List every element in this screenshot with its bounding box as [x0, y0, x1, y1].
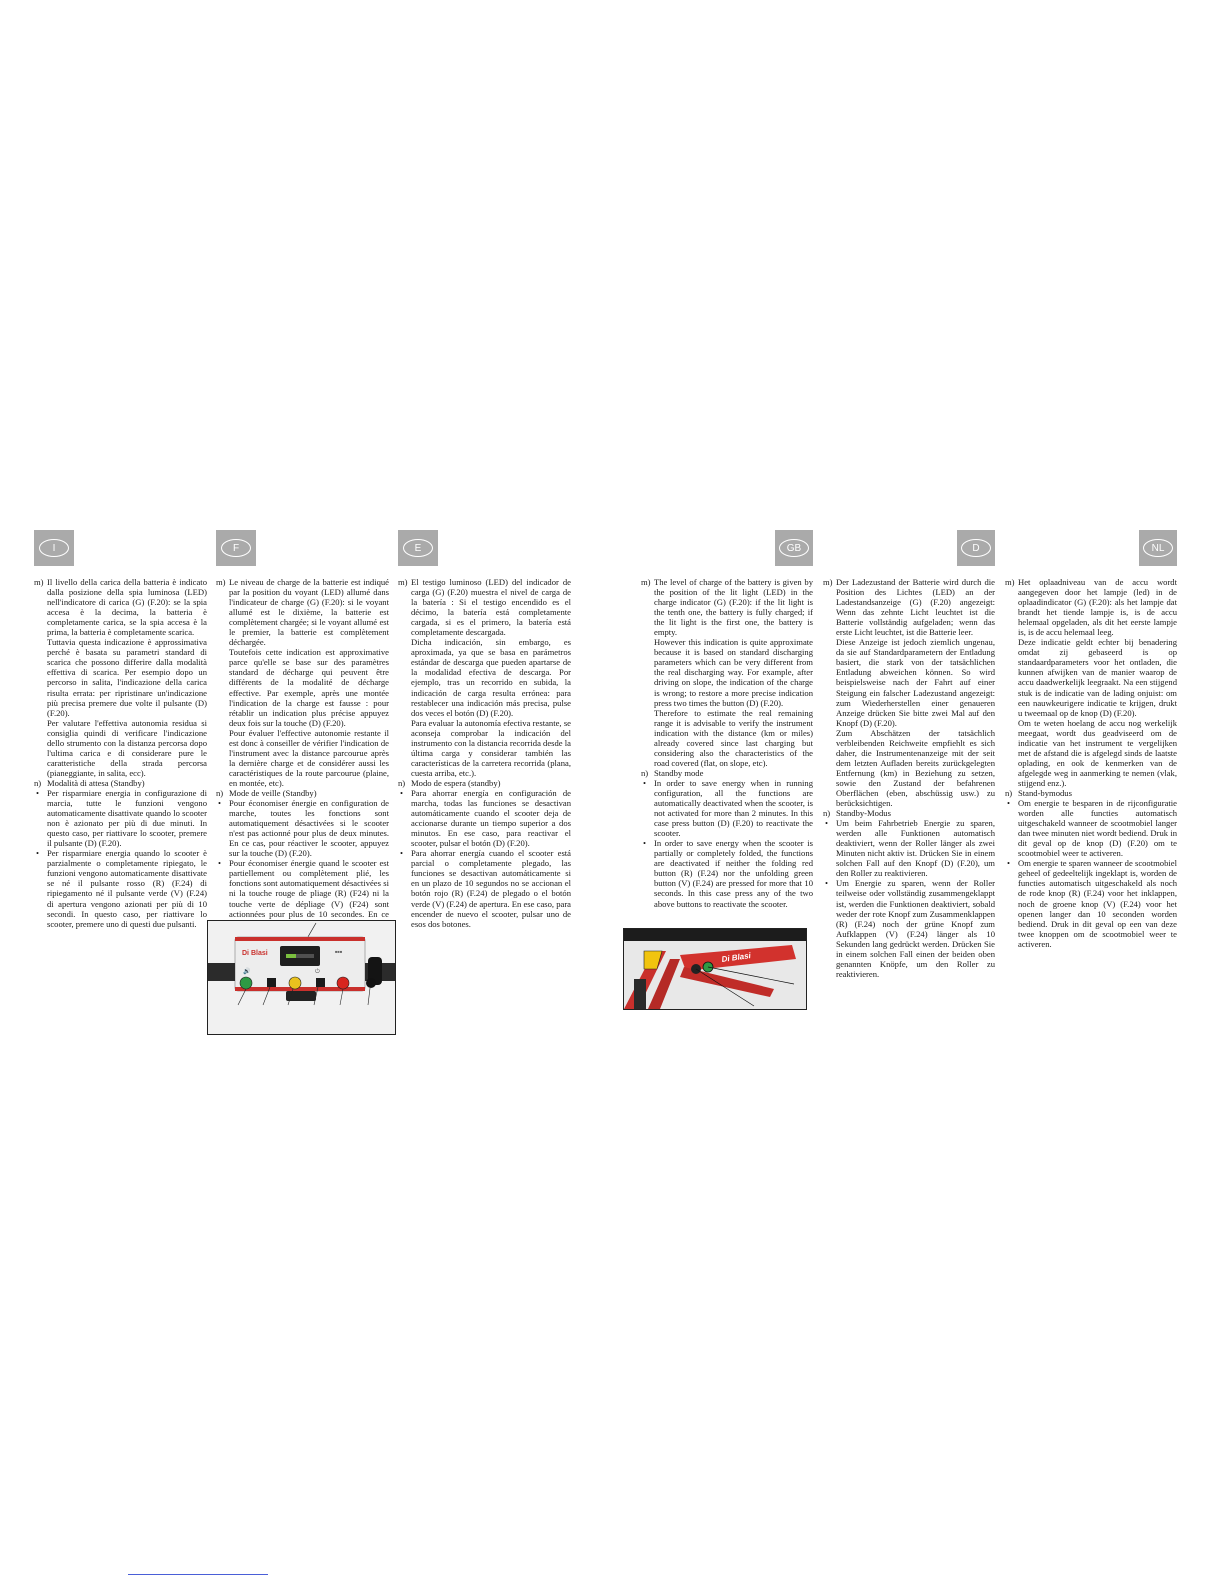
- paragraph: However this indication is quite approximate because it is based on standard discharging parameters which can be very different from the real discharging way. For example, after driving on slope, the indication of the charge is wrong; to restore a more precise indication press two times the button (D) (F.20).: [654, 637, 813, 708]
- paragraph: Diese Anzeige ist jedoch ziemlich ungenau, da sie auf Standardparametern der Entladung basiert, die stark von der tatsächlichen Entladung abweichen können. So wird beispielsweise nach der Fahrt auf einer Steigung ein falscher Ladezustand angezeigt: zum Wiederherstellen einer genaueren Anzeige drücken Sie bitte zwei Mal auf den Knopf (D) (F.20).: [836, 637, 995, 728]
- svg-text:■■■: ■■■: [335, 949, 343, 954]
- item-label-n: n): [216, 787, 224, 798]
- paragraph: Het oplaadniveau van de accu wordt aangegeven door het lampje (led) in de oplaadindicator (G) (F.20): als het lampje dat brandt het tiende lampje is, is de accu helemaal opgeladen, als dit het eerste lampje is, is de accu helemaal leeg.: [1018, 577, 1177, 638]
- item-label-n: n): [641, 767, 649, 778]
- item-label-n: n): [823, 808, 831, 819]
- column-dutch: [1005, 577, 1177, 949]
- bullet-item: • Pour économiser énergie quand le scooter est partiellement ou complètement plié, les fonctions sont automatiquement désactivées si ni la touche rouge de pliage (R) (F24) ni la touche verte de dépliage (V) (F24) sont actionnées pour plus de 10 secondes. En ce: [216, 858, 389, 938]
- bullet-item: • Pour économiser énergie en configuration de marche, toutes les fonctions sont automatiquement désactivées si le scooter n'est pas actionné pour plus de deux minutes. En ce cas, pour réactiver le scooter, appuyez sur la touche (D) (F.20).: [216, 798, 389, 858]
- bullet-item: • Per risparmiare energia in configurazione di marcia, tutte le funzioni vengono automaticamente disattivate quando lo scooter non è azionato per più di due minuti. In questo caso, per riattivare lo scooter, premere il pulsante (D) (F.20).: [34, 788, 207, 848]
- control-panel-illustration: [208, 921, 395, 1034]
- item-label-n: n): [1005, 787, 1013, 798]
- column-spanish: [398, 577, 571, 929]
- bullet-item: • Para ahorrar energía en configuración de marcha, todas las funciones se desactivan automáticamente cuando el scooter deja de accionarse durante un tiempo superior a dos minutos. En ese caso, para reactivar el scooter, pulsar el botón (D) (F.20).: [398, 788, 571, 848]
- column-italian: [34, 577, 207, 929]
- bullet-item: • In order to save energy when in running configuration, all the functions are automatically deactivated when the scooter, is not activated for more than 2 minutes. In this case press button (D) (F.20) to reactivate the scooter.: [641, 778, 813, 838]
- bullet-item: • Om energie te sparen wanneer de scootmobiel geheel of gedeeltelijk ingeklapt is, worden de functies automatisch uitgeschakeld als noch de rode knop (R) (F.24) voor het inklappen, noch de groene knop (V) (F.24) voor het openen langer dan 10 seconden worden bediend. Druk in dit geval op een van deze twee knoppen om de scootmobiel weer te activeren.: [1005, 858, 1177, 948]
- paragraph: Le niveau de charge de la batterie est indiqué par la position du voyant (LED) allumé dans l'indicateur de charge (G) (F.20): si le voyant allumé est le dixième, la batterie est complètement chargée; si le voyant allumé est le premier, la batterie est complètement déchargée.: [229, 577, 389, 648]
- lang-tab-fr: [216, 530, 256, 566]
- section-title: Modalità di attesa (Standby): [47, 777, 145, 788]
- lang-tab-label: F: [221, 539, 251, 557]
- figure-control-panel: [207, 920, 396, 1035]
- lang-tab-label: NL: [1143, 539, 1173, 557]
- power-symbol-icon: ⏻: [315, 968, 320, 975]
- paragraph: Deze indicatie geldt echter bij benadering omdat zij gebaseerd is op standaardparameters voor het ontladen, die kunnen afwijken van de manier waarop de accu daadwerkelijk leegraakt. Na een stijgend stuk is de indicatie van de lading onjuist: om een nauwkeurigere indicatie te krijgen, drukt u tweemaal op de knop (D) (F.20).: [1018, 637, 1177, 718]
- paragraph: Om te weten hoelang de accu nog werkelijk meegaat, wordt dus geadviseerd om de indicatie van het instrument te vergelijken met de afstand die is afgelegd sinds de laatste oplading, en ook de kenmerken van de afgelegde weg in aanmerking te nemen (vlak, stijgend enz.).: [1018, 717, 1177, 788]
- bullet-item: • Para ahorrar energía cuando el scooter está parcial o completamente plegado, las funciones se desactivan automáticamente si en un plazo de 10 segundos no se accionan el botón rojo (R) (F.24) de plegado o el botón verde (V) (F.24) de apertura. En ese caso, para encender de nuevo el scooter, pulsar uno de esos dos botones.: [398, 848, 571, 928]
- horn-icon: 🔊: [243, 968, 251, 975]
- lang-tab-label: I: [39, 539, 69, 557]
- brand-logo: Di Blasi: [242, 950, 268, 957]
- red-button: [337, 977, 349, 989]
- section-title: Modo de espera (standby): [411, 777, 501, 788]
- lang-tab-nl: [1139, 530, 1177, 566]
- item-label-m: m): [34, 577, 44, 587]
- bullet-item: • Per risparmiare energia quando lo scooter è parzialmente o completamente ripiegato, le funzioni vengono automaticamente disattivate se né il pulsante rosso (R) (F.24) di ripiegamento né il pulsante verde (V) (F.24) di apertura vengono azionati per più di 10 secondi. In questo caso, per riattivare lo scooter, premere uno di questi due pulsanti.: [34, 848, 207, 928]
- bullet-item: • Om energie te besparen in de rijconfiguratie worden alle functies automatisch uitgeschakeld wanneer de scootmobiel langer dan twee minuten niet wordt bediend. Druk in dit geval op de knop (D) (F.20) om te scootmobiel weer te activeren.: [1005, 798, 1177, 858]
- section-title: Standby mode: [654, 767, 704, 778]
- paragraph: Tuttavia questa indicazione è approssimativa perché è basata su parametri standard di scarica che possono differire dalla modalità effettiva di scarica. Per esempio dopo un percorso in salita, l'indicazione della carica risulta errata: per ripristinare un'indicazione più precisa premere due volte il pulsante (D) (F.20).: [47, 637, 207, 718]
- paragraph: Therefore to estimate the real remaining range it is advisable to verify the instrument indication with the distance (km or miles) already covered since last charging but considering also the characteristics of the road covered (flat, on slope, etc).: [654, 707, 813, 768]
- paragraph: Para evaluar la autonomía efectiva restante, se aconseja comprobar la indicación del instrumento con la distancia recorrida desde la última carga y considerar también las características de la carretera recorrida (plana, cuesta arriba, etc.).: [411, 717, 571, 778]
- lang-tab-label: GB: [779, 539, 809, 557]
- lang-tab-gb: [775, 530, 813, 566]
- lang-tab-label: E: [403, 539, 433, 557]
- yellow-button: [289, 977, 301, 989]
- item-label-n: n): [34, 777, 42, 788]
- lang-tab-it: [34, 530, 74, 566]
- paragraph: Zum Abschätzen der tatsächlich verbleibenden Reichweite empfiehlt es sich daher, die Instrumentenanzeige mit der seit dem letzten Aufladen bereits zurückgelegten Entfernung (km) in Beziehung zu setzen, sowie den Zustand der befahrenen Oberflächen (eben, abschüssig usw.) zu berücksichtigen.: [836, 727, 995, 809]
- item-label-m: m): [641, 577, 651, 587]
- section-title: Mode de veille (Standby): [229, 787, 317, 798]
- item-label-m: m): [216, 577, 226, 587]
- paragraph: Pour évaluer l'effective autonomie restante il est donc à conseiller de vérifier l'indication de l'instrument avec la distance parcourue après la dernière charge et de considérer aussi les caractéristiques de la route parcourue (plaine, en montée, etc).: [229, 727, 389, 788]
- lang-tab-es: [398, 530, 438, 566]
- column-english: [641, 577, 813, 909]
- page-edge-rule: [128, 1574, 268, 1575]
- paragraph: Toutefois cette indication est approximative parce qu'elle se base sur des paramètres standard de décharge qui peuvent être différents de la modalité de décharge effective. Par exemple, après une montée l'indication de la charge est fausse : pour rétablir un indication plus précise appuyez deux fois sur la touche (D) (F.20).: [229, 647, 389, 728]
- green-button: [240, 977, 252, 989]
- paragraph: The level of charge of the battery is given by the position of the lit light (LED) in the charge indicator (G) (F.20): if the lit light is the tenth one, the battery is fully charged; if the lit light is the first one, the battery is empty.: [654, 577, 813, 638]
- item-label-m: m): [398, 577, 408, 587]
- paragraph: Per valutare l'effettiva autonomia residua si consiglia quindi di verificare l'indicazione dello strumento con la distanza percorsa dopo l'ultima carica e di considerare pure le caratteristiche della strada percorsa (pianeggiante, in salita, ecc).: [47, 717, 207, 778]
- section-title: Standby-Modus: [836, 808, 891, 819]
- paragraph: Il livello della carica della batteria è indicato dalla posizione della spia luminosa (LED) nell'indicatore di carica (G) (F.20): se la spia accesa è la decima, la batteria è completamente carica, se la spia accesa è la prima, la batteria è completamente scarica.: [47, 577, 207, 638]
- figure-folding-mechanism: [623, 928, 807, 1010]
- paragraph: Dicha indicación, sin embargo, es aproximada, ya que se basa en parámetros estándar de descarga que pueden apartarse de la modalidad efectiva de descarga. Por ejemplo, tras un recorrido en subida, la indicación de carga resulta errónea: para restablecer una indicación más precisa, pulse dos veces el botón (D) (F.20).: [411, 637, 571, 718]
- black-button-left: [267, 978, 276, 987]
- column-french: [216, 577, 389, 939]
- folding-mechanism-illustration: [624, 929, 806, 1009]
- column-german: [823, 577, 995, 979]
- item-label-n: n): [398, 777, 406, 788]
- black-button-right: [316, 978, 325, 987]
- paragraph: El testigo luminoso (LED) del indicador de carga (G) (F.20) muestra el nivel de carga de la batería : Si el testigo encendido es el décimo, la batería está completamente cargada, si es el primero, la batería está completamente descargada.: [411, 577, 571, 638]
- item-label-m: m): [1005, 577, 1015, 587]
- bullet-item: • Um Energie zu sparen, wenn der Roller teilweise oder vollständig zusammengeklappt ist, werden die Funktionen deaktiviert, sobald weder der rote Knopf zum Zusammenklappen (R) (F.24) noch der grüne Knopf zum Aufklappen (V) (F.24) länger als 10 Sekunden lang gedrückt werden. Drücken Sie in einem solchen Fall einen der beiden oben genannten Knöpfe, um den Roller zu reaktivieren.: [823, 878, 995, 978]
- section-title: Stand-bymodus: [1018, 787, 1072, 798]
- paragraph: Der Ladezustand der Batterie wird durch die Position des Lichtes (LED) an der Ladestandsanzeige (G) (F.20) angezeigt: Wenn das zehnte Licht leuchtet ist die Batterie vollständig aufgeladen; wenn das erste Licht leuchtet, ist die Batterie leer.: [836, 577, 995, 638]
- lang-tab-label: D: [961, 539, 991, 557]
- item-label-m: m): [823, 577, 833, 587]
- brand-logo: Di Blasi: [721, 950, 752, 964]
- bullet-item: • In order to save energy when the scooter is partially or completely folded, the functions are deactivated if neither the folding red button (R) (F.24) nor the unfolding green button (V) (F.24) are pressed for more that 10 seconds. In this case press any of the two above buttons to reactivate the scooter.: [641, 838, 813, 908]
- knob: [366, 978, 376, 988]
- lang-tab-de: [957, 530, 995, 566]
- bullet-item: • Um beim Fahrbetrieb Energie zu sparen, werden alle Funktionen automatisch deaktiviert, wenn der Roller länger als zwei Minuten nicht aktiv ist. Drücken Sie in einem solchen Fall auf den Knopf (D) (F.20), um den Roller zu reaktivieren.: [823, 818, 995, 878]
